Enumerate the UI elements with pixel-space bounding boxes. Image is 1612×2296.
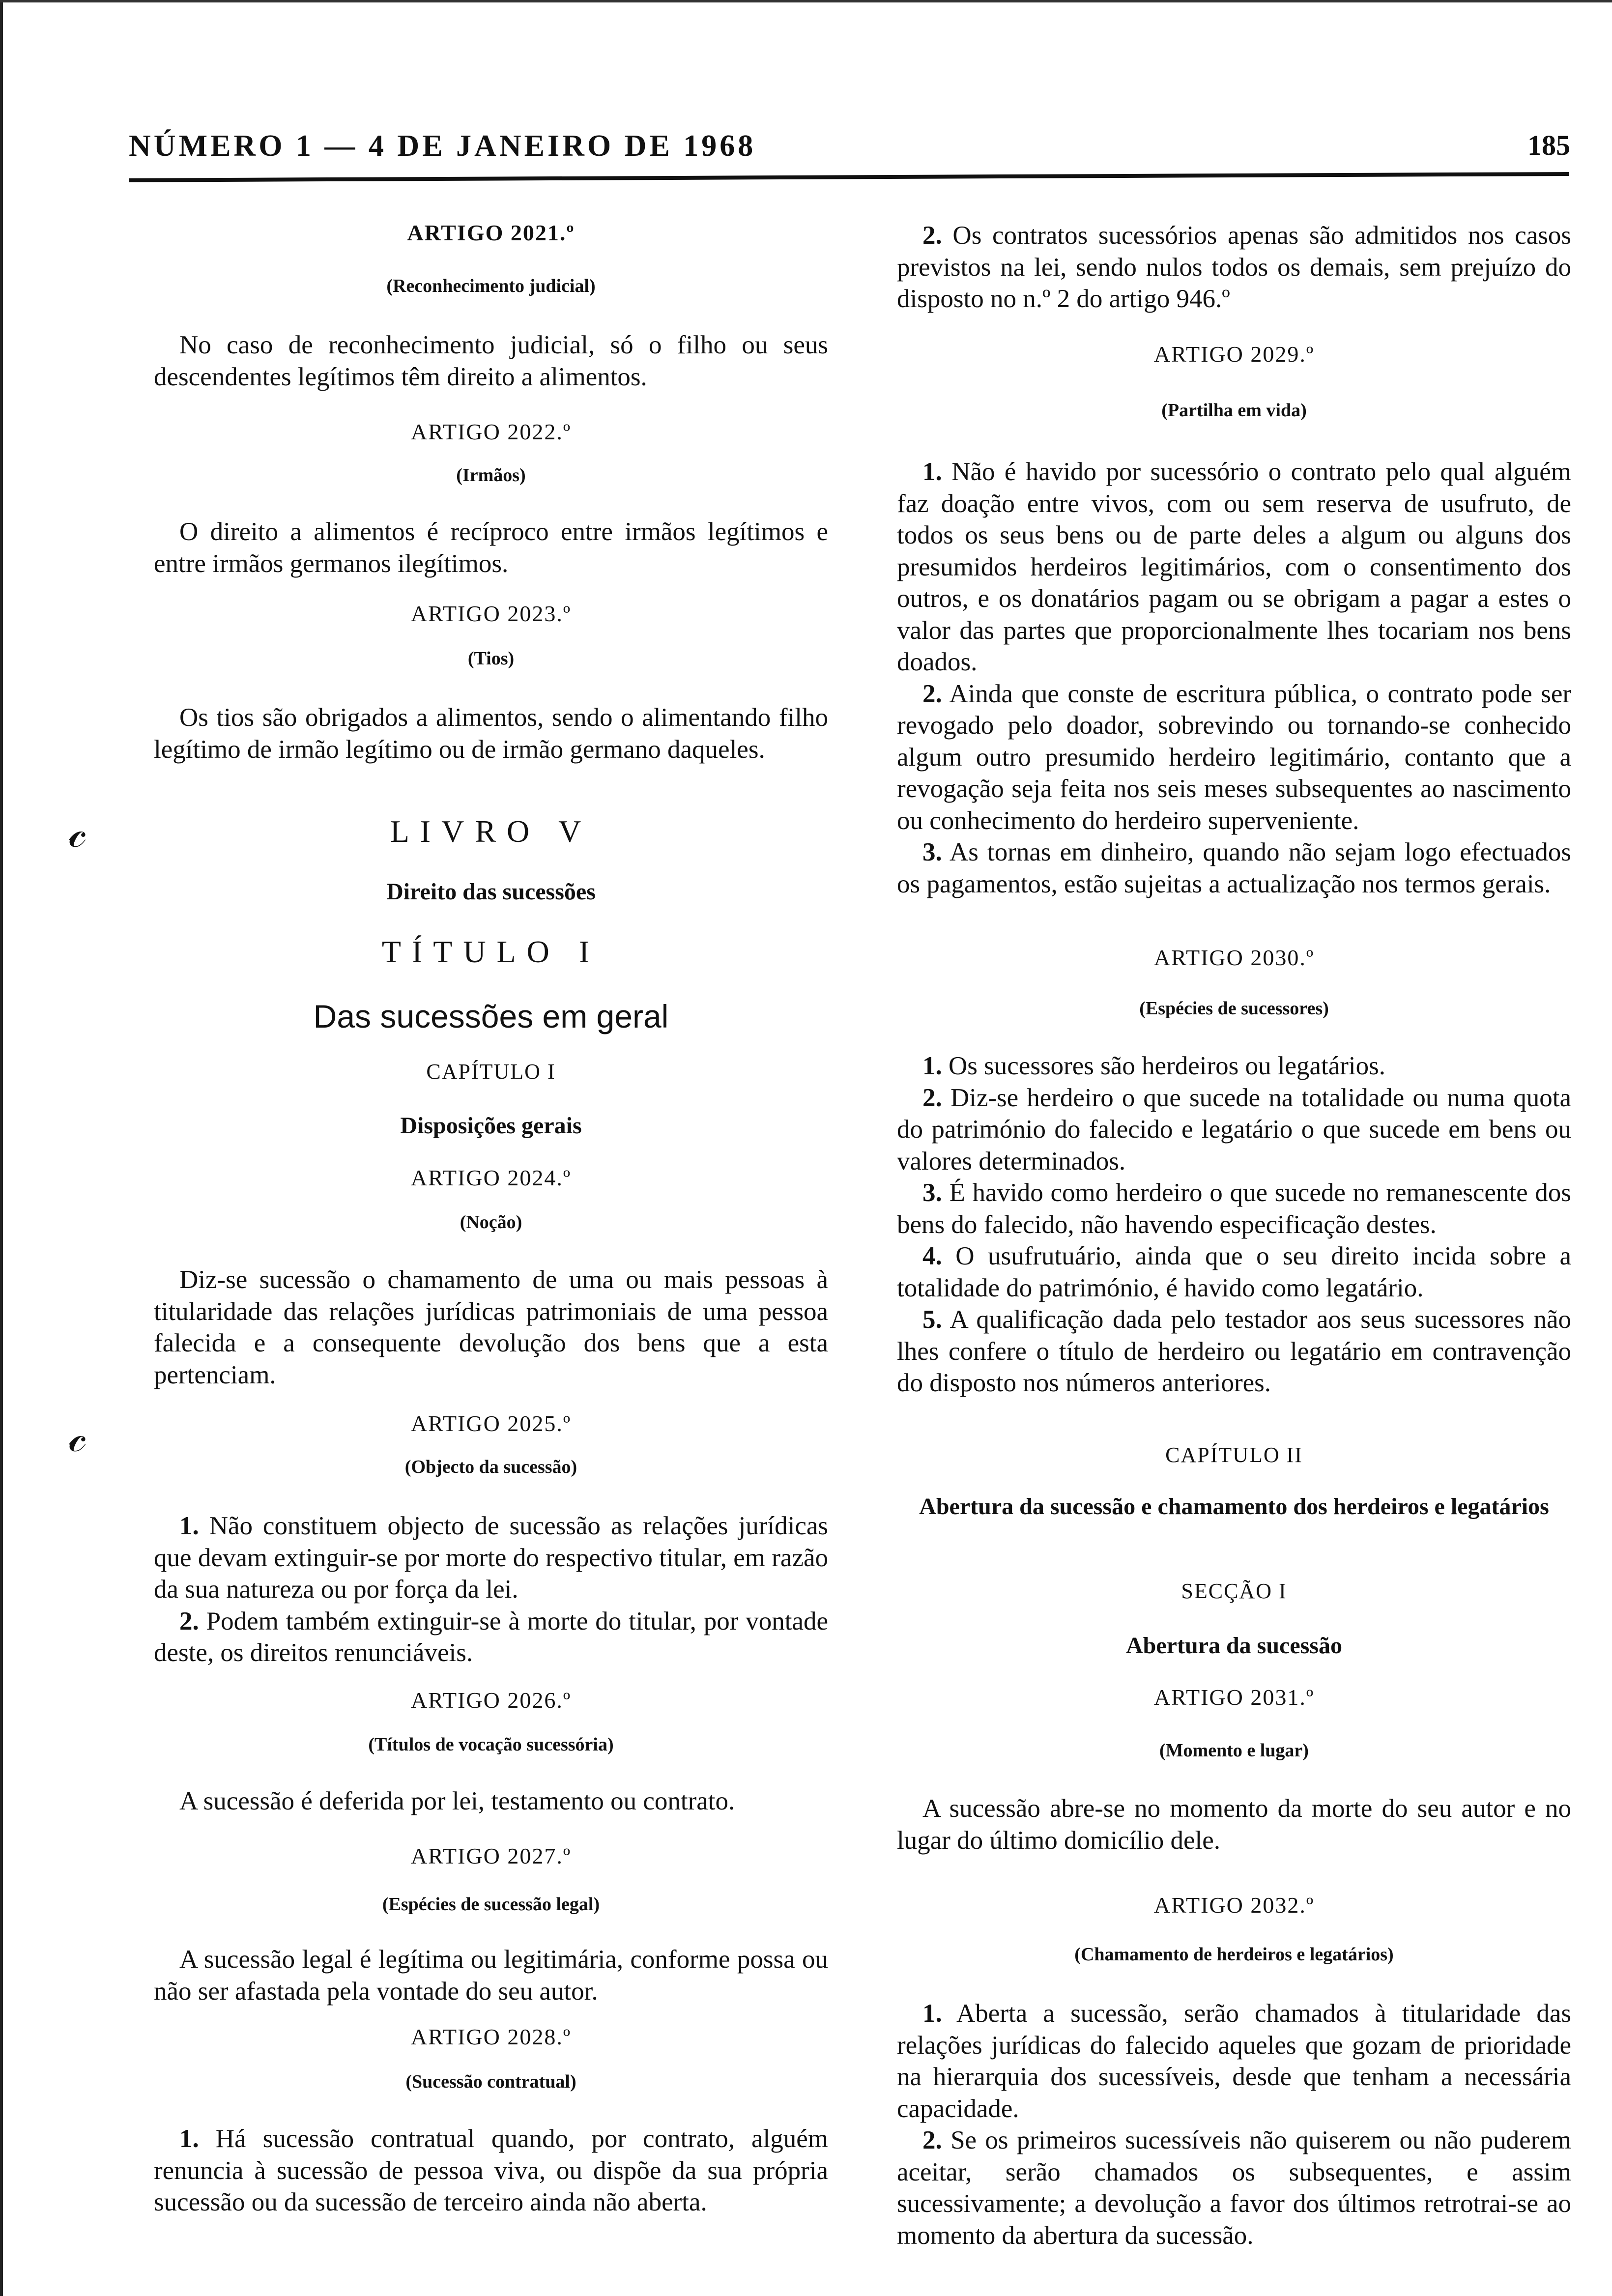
paragraph-text: Há sucessão contratual quando, por contrato, alguém renuncia à sucessão de pessoa viva, ou dispõe da sua própria sucessão ou da sucessão de terceiro ainda não aberta. (154, 2124, 829, 2216)
paragraph (154, 1785, 828, 1817)
article-number: ARTIGO 2032.º (1153, 1893, 1315, 1918)
article-number: ARTIGO 2031.º (1153, 1685, 1315, 1710)
chapter-label: CAPÍTULO I (426, 1060, 556, 1084)
chapter-label: CAPÍTULO II (1165, 1443, 1303, 1467)
chapter-label: SECÇÃO I (1181, 1579, 1287, 1603)
paragraph (154, 516, 828, 579)
article-body (897, 220, 1571, 315)
paragraph-text: Não é havido por sucessório o contrato pelo qual alguém faz doação entre vivos, com ou sem reserva de usufruto, de todos os seus bens ou de parte deles a algum ou alguns dos presumidos herdeiros legitimários, com o consentimento dos outros, e os donatários pagam ou se obrigam a pagar a estes o valor das partes que proporcionalmente lhes tocariam nos bens doados. (897, 458, 1572, 676)
paragraph-number: 1. (179, 2124, 199, 2153)
paragraph-text: Diz-se herdeiro o que sucede na totalidade ou numa quota do património do falecido e legatário o que sucede em bens ou valores determinados. (897, 1083, 1571, 1176)
article-number: ARTIGO 2030.º (1153, 945, 1315, 970)
paragraph (897, 1304, 1571, 1399)
article-body (897, 1793, 1571, 1856)
article-title: (Chamamento de herdeiros e legatários) (1074, 1944, 1394, 1965)
article-number: ARTIGO 2027.º (410, 1843, 572, 1868)
paragraph-number: 1. (179, 1512, 199, 1540)
header-rule (129, 172, 1569, 182)
paragraph-number: 2. (922, 221, 942, 250)
paragraph-number: 1. (922, 458, 942, 486)
article-body (154, 329, 828, 393)
paragraph-number: 4. (922, 1242, 942, 1270)
paragraph (154, 329, 828, 393)
paragraph-text: Não constituem objecto de sucessão as relações jurídicas que devam extinguir-se por morte do respectivo titular, em razão da sua natureza ou por força da lei. (154, 1512, 829, 1604)
article-body (897, 1998, 1571, 2251)
paragraph (897, 1082, 1571, 1177)
paragraph-number: 2. (179, 1607, 199, 1636)
paragraph (897, 2124, 1571, 2251)
section-heading: Direito das sucessões (386, 879, 596, 905)
paragraph-text: A sucessão legal é legítima ou legitimária, conforme possa ou não ser afastada pela vontade do seu autor. (154, 1945, 828, 2006)
paragraph (897, 220, 1571, 315)
article-body (154, 1944, 828, 2007)
paragraph (897, 1998, 1571, 2124)
paragraph-text: Aberta a sucessão, serão chamados à titularidade das relações jurídicas do falecido aqueles que gozam de prioridade na hierarquia dos sucessíveis, desde que tenham a necessária capacidade. (897, 1999, 1571, 2123)
paragraph (897, 456, 1571, 678)
article-number: ARTIGO 2029.º (1153, 342, 1315, 367)
article-title: (Espécies de sucessão legal) (382, 1894, 600, 1915)
paragraph-text: É havido como herdeiro o que sucede no remanescente dos bens do falecido, não havendo especificação destes. (897, 1178, 1571, 1239)
paragraph (154, 2123, 828, 2218)
section-heading: Disposições gerais (400, 1113, 582, 1139)
paragraph-number: 2. (922, 2126, 942, 2154)
paragraph-number: 2. (922, 1083, 942, 1112)
article-title: (Títulos de vocação sucessória) (368, 1734, 614, 1755)
running-header-title: NÚMERO 1 — 4 DE JANEIRO DE 1968 (129, 129, 756, 163)
title-heading: Das sucessões em geral (313, 998, 669, 1034)
paragraph (897, 1177, 1571, 1240)
article-body (154, 1264, 828, 1391)
paragraph (897, 1793, 1571, 1856)
paragraph (897, 1050, 1571, 1082)
paragraph-text: O usufrutuário, ainda que o seu direito incida sobre a totalidade do património, é havido como legatário. (897, 1242, 1571, 1302)
article-title: (Momento e lugar) (1159, 1740, 1309, 1761)
article-number: ARTIGO 2024.º (410, 1165, 572, 1190)
paragraph-number: 5. (922, 1305, 942, 1334)
paragraph-number: 1. (922, 1999, 942, 2028)
article-title: (Noção) (460, 1212, 522, 1233)
book-title: TÍTULO I (381, 934, 601, 969)
article-number: ARTIGO 2028.º (410, 2024, 572, 2049)
paragraph-text: O direito a alimentos é recíproco entre irmãos legítimos e entre irmãos germanos ilegítimos. (154, 517, 828, 578)
article-title: (Sucessão contratual) (405, 2071, 576, 2092)
section-heading: Abertura da sucessão (1126, 1633, 1342, 1659)
paragraph-text: Os tios são obrigados a alimentos, sendo o alimentando filho legítimo de irmão legítimo ou de irmão germano daqueles. (154, 703, 828, 764)
article-title: (Partilha em vida) (1161, 400, 1307, 421)
article-title: (Espécies de sucessores) (1139, 998, 1329, 1019)
paragraph (154, 1264, 828, 1391)
paragraph-text: No caso de reconhecimento judicial, só o filho ou seus descendentes legítimos têm direito a alimentos. (154, 331, 828, 391)
article-number: ARTIGO 2022.º (410, 419, 572, 444)
article-number: ARTIGO 2026.º (410, 1688, 572, 1713)
paragraph (897, 836, 1571, 900)
margin-mark-icon: 𝒸 (69, 1410, 87, 1462)
paragraph-text: A sucessão é deferida por lei, testamento ou contrato. (179, 1787, 735, 1815)
page-number: 185 (1527, 129, 1570, 161)
paragraph (154, 1606, 828, 1669)
article-body (897, 1050, 1571, 1399)
paragraph-text: Diz-se sucessão o chamamento de uma ou mais pessoas à titularidade das relações jurídicas patrimoniais de uma pessoa falecida e a consequente devolução dos bens que a esta pertenciam. (154, 1265, 828, 1389)
scan-border-left (0, 0, 3, 2296)
paragraph (154, 1510, 828, 1606)
section-heading: Abertura da sucessão e chamamento dos herdeiros e legatários (919, 1493, 1549, 1520)
paragraph-number: 3. (922, 1178, 942, 1207)
article-number: ARTIGO 2025.º (410, 1411, 572, 1436)
article-body (154, 1785, 828, 1817)
article-body (154, 2123, 828, 2218)
paragraph-text: A qualificação dada pelo testador aos seus sucessores não lhes confere o título de herdeiro ou legatário em contravenção do disposto nos números anteriores. (897, 1305, 1571, 1397)
paragraph (154, 1944, 828, 2007)
scan-border-top (0, 0, 1612, 2)
article-title: (Objecto da sucessão) (404, 1457, 577, 1477)
paragraph-text: Ainda que conste de escritura pública, o contrato pode ser revogado pelo doador, sobrevindo ou tornando-se conhecido algum outro presumido herdeiro legitimário, contanto que a revogação seja feita nos seis meses subsequentes ao nascimento ou conhecimento do herdeiro superveniente. (897, 679, 1572, 835)
paragraph-number: 3. (922, 838, 942, 866)
article-title: (Irmãos) (456, 465, 526, 486)
paragraph (897, 1240, 1571, 1304)
paragraph-text: As tornas em dinheiro, quando não sejam logo efectuados os pagamentos, estão sujeitas a actualização nos termos gerais. (897, 838, 1571, 898)
article-number: ARTIGO 2021.º (407, 220, 575, 245)
paragraph-text: A sucessão abre-se no momento da morte do seu autor e no lugar do último domicílio dele. (897, 1794, 1571, 1855)
paragraph-text: Podem também extinguir-se à morte do titular, por vontade deste, os direitos renunciáveis. (154, 1607, 829, 1667)
paragraph-text: Se os primeiros sucessíveis não quiserem ou não puderem aceitar, serão chamados os subsequentes, e assim sucessivamente; a devolução a favor dos últimos retrotrai-se ao momento da abertura da sucessão. (897, 2126, 1571, 2250)
article-title: (Reconhecimento judicial) (386, 276, 596, 296)
paragraph-number: 2. (922, 679, 942, 708)
paragraph (897, 678, 1571, 837)
article-body (154, 702, 828, 765)
article-body (154, 516, 828, 579)
margin-mark-icon: 𝒸 (69, 806, 87, 858)
paragraph (154, 702, 828, 765)
paragraph-text: Os sucessores são herdeiros ou legatários. (949, 1052, 1385, 1080)
book-title: LIVRO V (390, 814, 592, 849)
article-number: ARTIGO 2023.º (410, 601, 572, 626)
paragraph-number: 1. (922, 1052, 942, 1080)
article-body (154, 1510, 828, 1669)
paragraph-text: Os contratos sucessórios apenas são admitidos nos casos previstos na lei, sendo nulos todos os demais, sem prejuízo do disposto no n.º 2 do artigo 946.º (897, 221, 1572, 313)
article-body (897, 456, 1571, 900)
article-title: (Tios) (467, 648, 515, 669)
